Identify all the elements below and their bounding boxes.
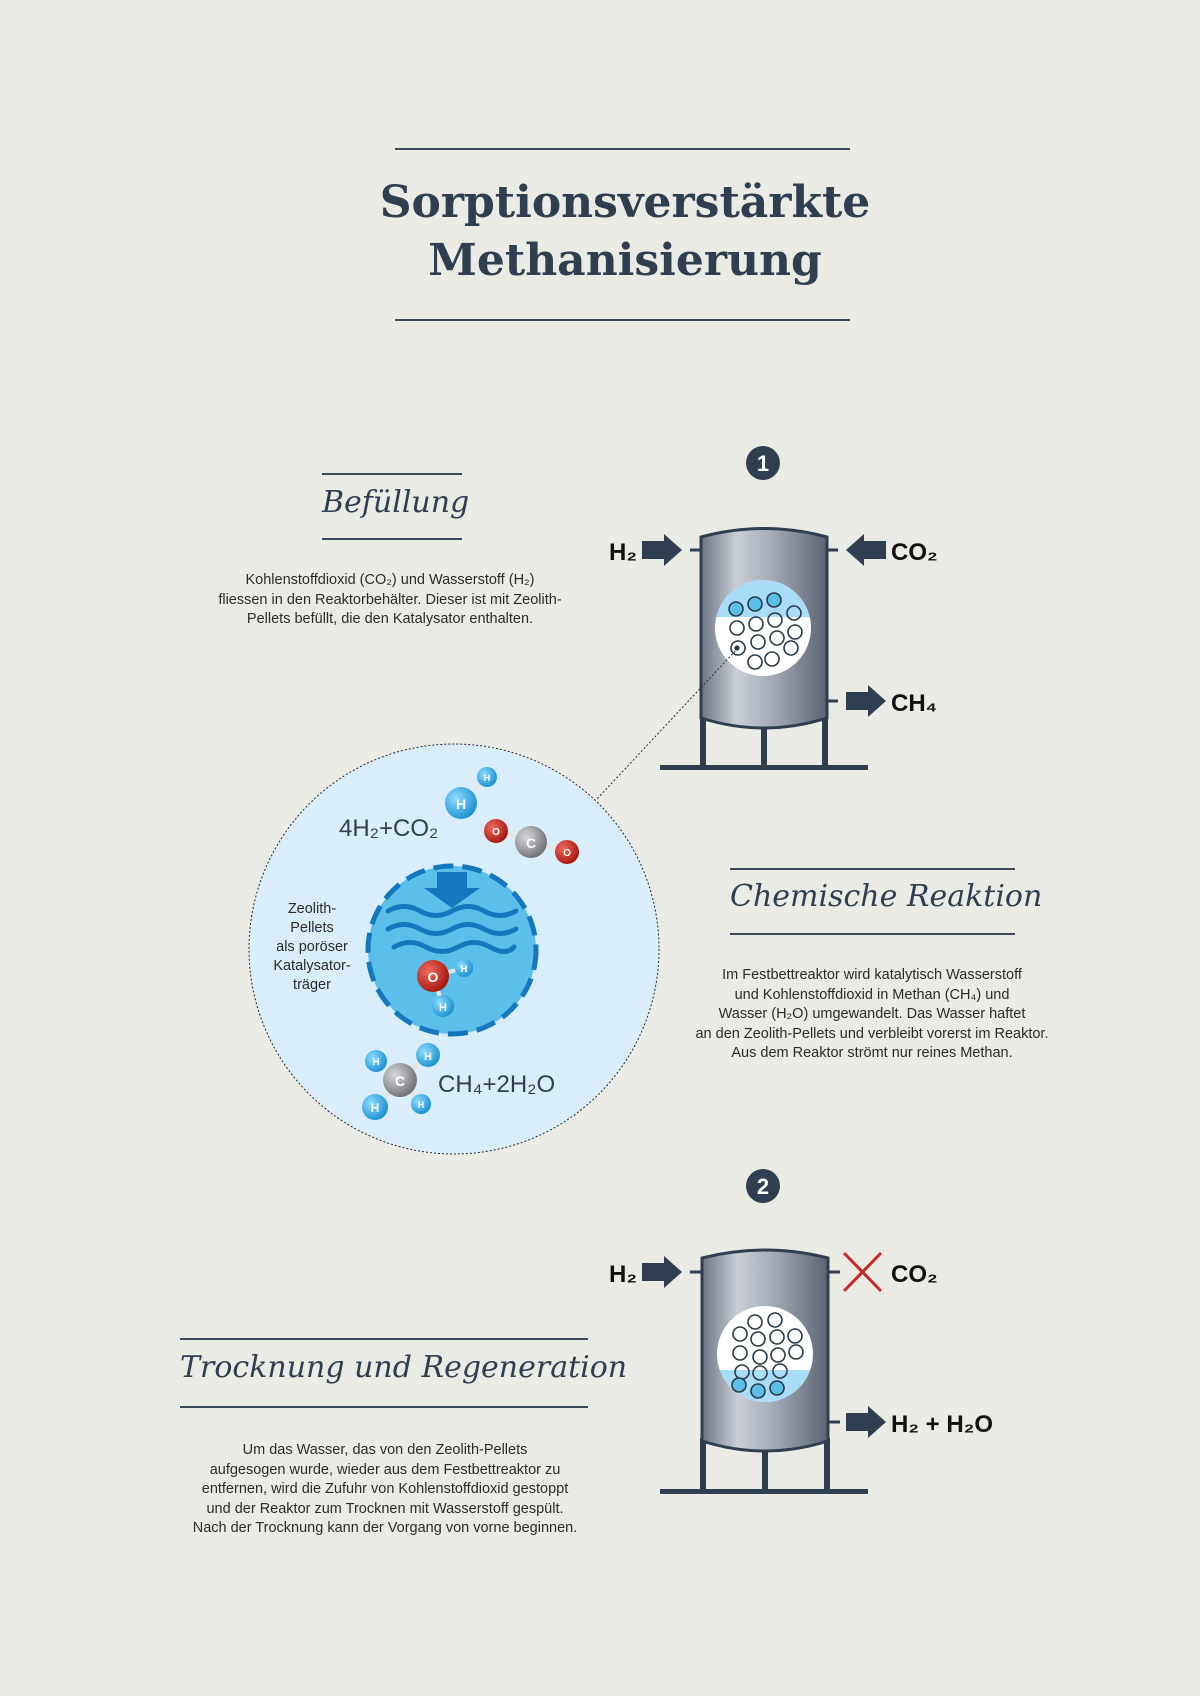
reactor-1-leg <box>700 715 706 767</box>
svg-text:O: O <box>427 969 439 985</box>
svg-text:H: H <box>417 1100 425 1110</box>
stop-cross-icon <box>845 1254 880 1290</box>
trocknung-text-line: Nach der Trocknung kann der Vorgang von vorne beginnen. <box>192 1520 578 1536</box>
equation-out: CH₄+2H₂O <box>438 1071 556 1098</box>
svg-text:H: H <box>455 796 467 812</box>
reactor-2-leg <box>700 1438 706 1490</box>
trocknung-text-line: und der Reaktor zum Trocknen mit Wasserstoff gespült. <box>206 1500 564 1517</box>
reaction-text-line: an den Zeolith-Pellets und verbleibt vorerst im Reaktor. <box>695 1025 1049 1042</box>
reaction-text-line: Im Festbettreaktor wird katalytisch Wasserstoff <box>722 967 1022 983</box>
co2-inlet-arrow-icon <box>846 534 886 566</box>
reactor-1-leg <box>822 715 828 767</box>
befuellung-text-line: Kohlenstoffdioxid (CO₂) und Wasserstoff (H₂) <box>245 572 535 588</box>
zeolith-label-line: träger <box>293 977 331 993</box>
title-line-2: Methanisierung <box>428 235 822 286</box>
trocknung-text-line: Um das Wasser, das von den Zeolith-Pellets <box>242 1442 528 1458</box>
befuellung-text-line: fliessen in den Reaktorbehälter. Dieser ist mit Zeolith- <box>218 591 562 608</box>
svg-text:H: H <box>460 964 468 974</box>
zeolith-label-line: als poröser <box>276 939 348 955</box>
step-2-number: 2 <box>756 1174 770 1199</box>
reactor-2-leg <box>824 1438 830 1490</box>
reactor-2-co2-label: CO₂ <box>891 1261 938 1288</box>
svg-text:C: C <box>525 835 537 851</box>
svg-text:O: O <box>563 848 571 859</box>
reaction-text-line: und Kohlenstoffdioxid in Methan (CH₄) und <box>734 986 1010 1003</box>
trocknung-text-line: aufgesogen wurde, wieder aus dem Festbettreaktor zu <box>209 1461 561 1478</box>
h2-inlet-arrow-icon <box>642 534 682 566</box>
reactor-2-h2-label: H₂ <box>609 1261 637 1288</box>
svg-text:H: H <box>370 1101 380 1115</box>
zeolith-label <box>262 900 362 995</box>
step-1-number: 1 <box>756 451 770 476</box>
zeolith-label-line: Katalysator- <box>273 958 351 974</box>
trocknung-text-line: entfernen, wird die Zufuhr von Kohlenstoffdioxid gestoppt <box>201 1481 569 1497</box>
befuellung-text-line: Pellets befüllt, die den Katalysator enthalten. <box>246 611 534 627</box>
reaction-text-line: Wasser (H₂O) umgewandelt. Das Wasser haftet <box>718 1006 1026 1022</box>
zeolith-label-line: Zeolith- <box>287 901 337 917</box>
zeolith-pellet <box>368 866 536 1034</box>
befuellung-heading: Befüllung <box>322 485 470 520</box>
reactor-1-h2-label: H₂ <box>609 539 637 566</box>
svg-text:O: O <box>492 827 500 838</box>
reactor-2 <box>609 1169 993 1494</box>
reactor-1-co2-label: CO₂ <box>891 539 938 566</box>
svg-text:H: H <box>439 1002 447 1014</box>
svg-text:C: C <box>394 1073 406 1089</box>
h2-inlet-arrow-icon <box>642 1256 682 1288</box>
svg-text:H: H <box>424 1051 432 1063</box>
reactor-1 <box>609 446 938 770</box>
svg-text:H: H <box>483 773 491 783</box>
title-line-1: Sorptionsverstärkte <box>379 177 871 228</box>
reaction-text-line: Aus dem Reaktor strömt nur reines Methan. <box>731 1045 1013 1061</box>
reactor-2-outlet-label: H₂ + H₂O <box>891 1411 994 1438</box>
zeolith-label-line: Pellets <box>290 920 334 936</box>
reaction-heading: Chemische Reaktion <box>730 879 1043 914</box>
h2-h2o-outlet-arrow-icon <box>846 1406 886 1438</box>
reactor-1-ch4-label: CH₄ <box>891 690 938 717</box>
trocknung-heading: Trocknung und Regeneration <box>180 1350 628 1385</box>
ch4-outlet-arrow-icon <box>846 685 886 717</box>
svg-text:H: H <box>372 1057 380 1068</box>
equation-in: 4H₂+CO₂ <box>339 815 439 842</box>
